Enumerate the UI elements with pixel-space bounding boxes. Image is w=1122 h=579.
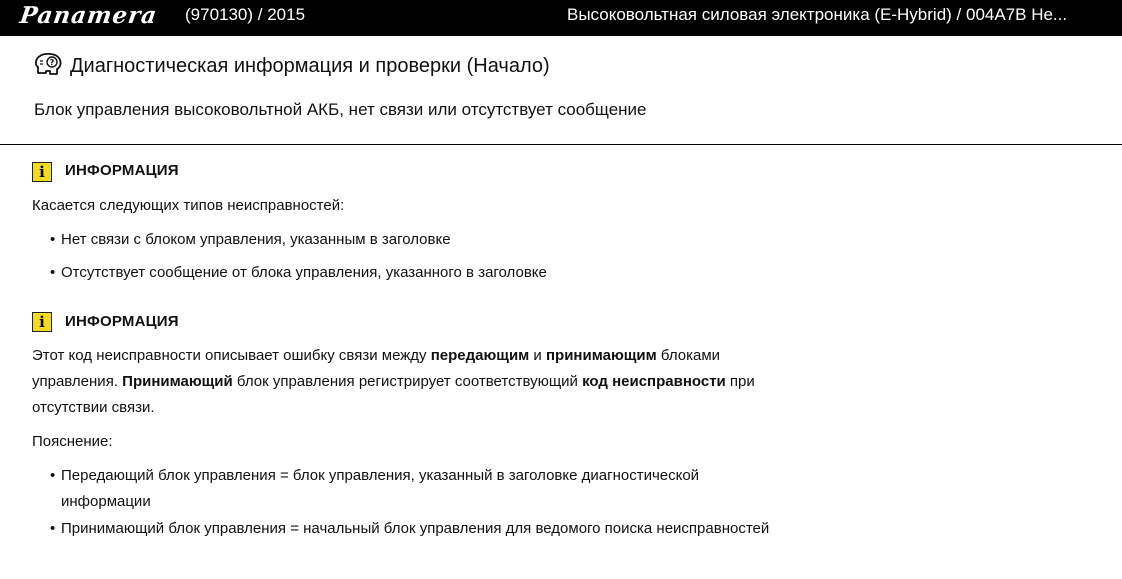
info-intro-text: Касается следующих типов неисправностей:: [32, 197, 345, 214]
info-icon: i: [32, 312, 52, 332]
list-item: • Передающий блок управления = блок управления, указанный в заголовке диагностической информации: [50, 467, 700, 510]
page-title: Диагностическая информация и проверки (Начало): [70, 55, 550, 77]
title-area: [0, 36, 1122, 145]
info-icon: i: [32, 162, 52, 182]
panamera-logo: Panamera: [18, 2, 160, 29]
svg-text:?: ?: [49, 58, 55, 67]
list-item: • Нет связи с блоком управления, указанным в заголовке: [50, 231, 451, 248]
system-title: Высоковольтная силовая электроника (E-Hybrid) / 004A7B He...: [567, 5, 1068, 24]
info-description-text: Этот код неисправности описывает ошибку связи между передающим и принимающим блоками управления. Принимающий блок управления регистрирует соответствующий код неисправности при отсутствии связи.: [32, 347, 755, 416]
page-subtitle: Блок управления высоковольтной АКБ, нет связи или отсутствует сообщение: [34, 100, 647, 119]
list-item: • Принимающий блок управления = начальный блок управления для ведомого поиска неисправностей: [50, 520, 770, 537]
explanation-label: Пояснение:: [32, 433, 113, 450]
list-item: • Отсутствует сообщение от блока управления, указанного в заголовке: [50, 264, 547, 281]
info-heading: ИНФОРМАЦИЯ: [65, 162, 179, 179]
top-header-bar: [0, 0, 1122, 36]
model-year-label: (970130) / 2015: [185, 5, 306, 24]
info-heading: ИНФОРМАЦИЯ: [65, 313, 179, 330]
diagnostic-head-icon: [34, 53, 64, 77]
